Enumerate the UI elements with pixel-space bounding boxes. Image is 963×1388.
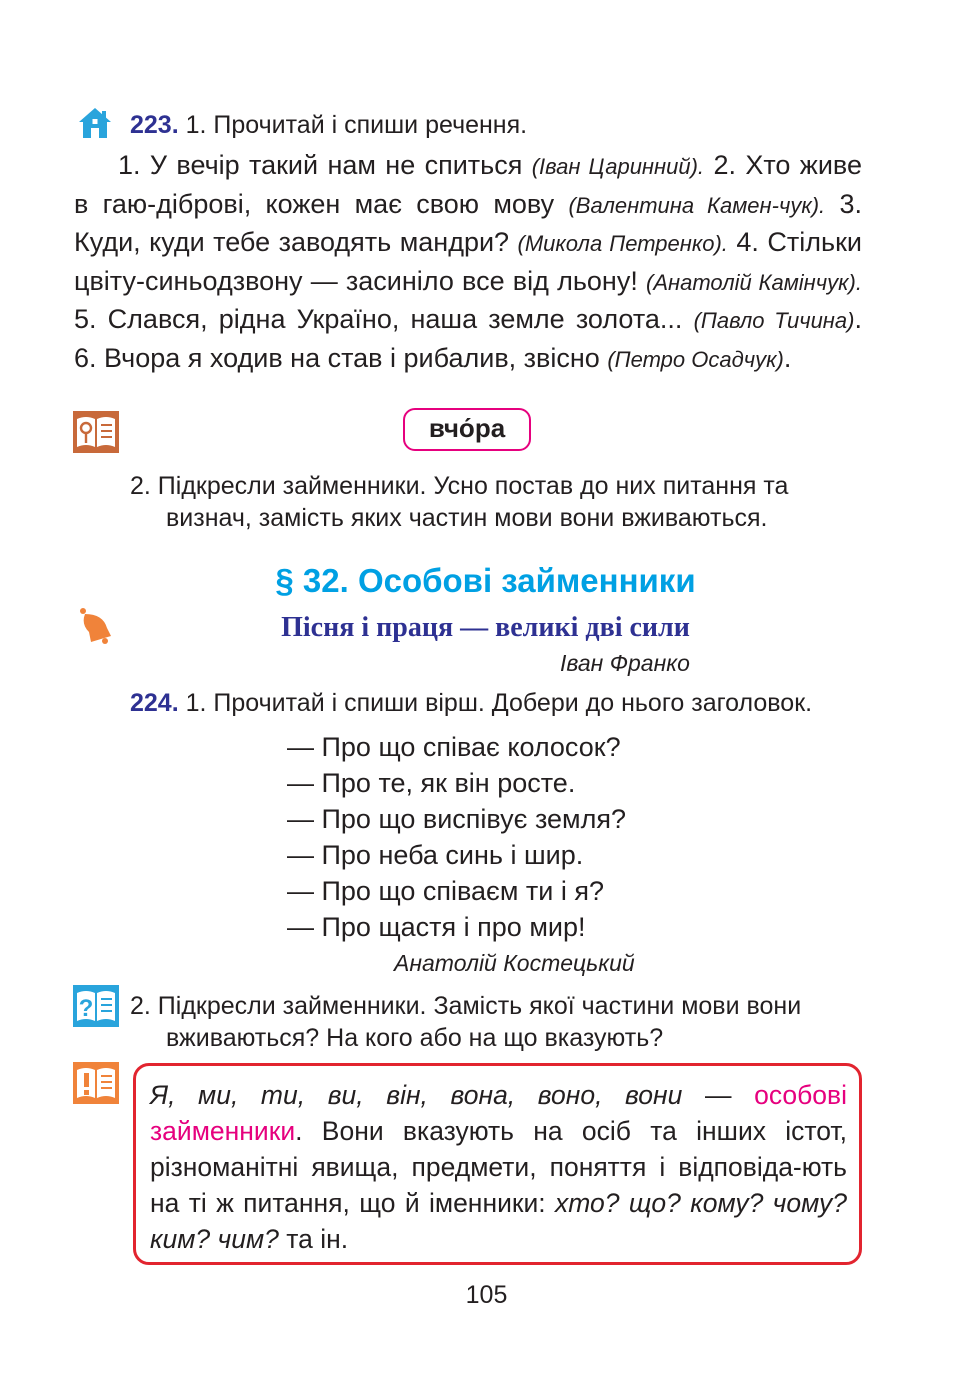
rule-box <box>133 1063 862 1265</box>
punctuation: . <box>854 304 862 334</box>
task-224-heading <box>130 687 812 719</box>
task-224-part-2 <box>130 990 870 1054</box>
punctuation: . <box>783 342 792 373</box>
section-title <box>0 561 963 601</box>
task-instruction: 2. Підкресли займенники. Замість якої частини мови вони вживаються? На кого або на що вказують? <box>130 992 802 1052</box>
poem <box>287 729 626 945</box>
dash: — <box>682 1080 755 1110</box>
poem-line: — Про що співаєм ти і я? <box>287 876 604 906</box>
poem-line: — Про що виспівує земля? <box>287 804 626 834</box>
sentences-paragraph <box>74 147 862 378</box>
sentence: 5. Слався, рідна Україно, наша земле золота... <box>74 304 683 334</box>
task-instruction: 2. Підкресли займенники. Усно постав до них питання та визнач, замість яких частин мови вони вживаються. <box>130 472 789 532</box>
epigraph <box>0 612 963 644</box>
epigraph-author <box>560 648 690 678</box>
rule-term: особові займенники <box>150 1080 847 1146</box>
dictionary-word: вчо́ра <box>428 413 506 443</box>
task-instruction: 1. Прочитай і спиши вірш. Добери до нього заголовок. <box>185 689 813 717</box>
author: (Микола Петренко). <box>517 231 728 256</box>
epigraph-author-text: Іван Франко <box>560 650 690 676</box>
poem-line: — Про що співає колосок? <box>287 732 621 762</box>
poem-author <box>394 948 635 978</box>
sentence: 2. Хто живе в гаю-діброві, кожен має свою мову <box>74 150 862 219</box>
rule-end: та ін. <box>278 1224 349 1254</box>
task-223-heading <box>130 109 527 141</box>
page-number-text: 105 <box>465 1281 508 1309</box>
task-instruction: 1. Прочитай і спиши речення. <box>185 111 528 139</box>
author: (Анатолій Камінчук). <box>646 269 862 295</box>
author: (Валентина Камен-чук). <box>568 192 826 218</box>
poem-line: — Про те, як він росте. <box>287 768 576 798</box>
dictionary-word-box <box>403 408 531 451</box>
author: (Павло Тичина) <box>693 308 855 333</box>
task-number: 223. <box>130 111 179 139</box>
home-icon <box>78 106 112 140</box>
poem-author-text: Анатолій Костецький <box>394 950 635 976</box>
poem-line: — Про неба синь і шир. <box>287 840 584 870</box>
page-number <box>0 1280 963 1310</box>
author: (Петро Осадчук) <box>607 346 784 372</box>
sentence: 3. Куди, куди тебе заводять мандри? <box>74 188 862 257</box>
sentence: 6. Вчора я ходив на став і рибалив, звісно <box>74 342 600 373</box>
book-question-icon <box>73 985 119 1027</box>
pronoun-list: Я, ми, ти, ви, він, вона, воно, вони <box>150 1080 683 1110</box>
poem-line: — Про щастя і про мир! <box>287 912 586 942</box>
author: (Іван Царинний). <box>531 154 705 179</box>
task-number: 224. <box>130 689 179 717</box>
task-223-part-2 <box>130 470 870 534</box>
rule-questions: хто? що? кому? чому? ким? чим? <box>150 1188 847 1254</box>
epigraph-text: Пісня і праця — великі дві сили <box>281 612 690 643</box>
sentence: 1. У вечір такий нам не спиться <box>118 150 523 180</box>
dictionary-icon <box>73 411 119 453</box>
section-title-text: § 32. Особові займенники <box>275 562 696 599</box>
sentence: 4. Стільки цвіту-синьодзвону — засиніло все від льону! <box>74 227 862 296</box>
svg-text:?: ? <box>78 995 94 1022</box>
rule-text <box>150 1077 847 1257</box>
rule-description: . Вони вказують на осіб та інших істот, різноманітні явища, предмети, поняття і відповіда-ють на ті ж питання, що й іменники: <box>150 1116 847 1218</box>
book-exclamation-icon <box>73 1062 119 1104</box>
